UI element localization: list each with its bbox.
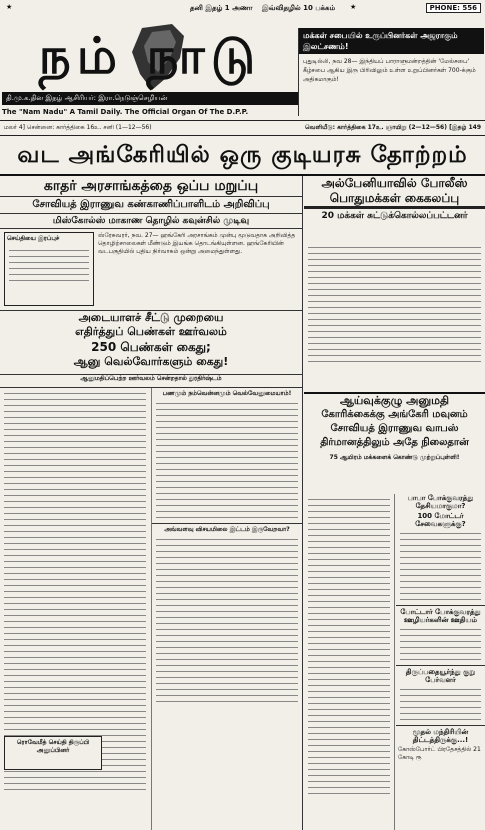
left-subheadline-3: மிஸ்கோல்ஸ் மாகாண தொழில் கவுன்சில் முடிவு [0, 214, 302, 229]
left-column [0, 176, 303, 830]
albania-body [304, 242, 485, 392]
left-subheadline-1: காதர் அரசாங்கத்தை ஒப்ப மறுப்பு [0, 176, 302, 197]
inquiry-story [304, 392, 485, 492]
pages-label: இவ்விதழில் 10 பக்கம் [262, 4, 336, 12]
inquiry-heading-1: ஆய்வுக்குழு அனுமதி [339, 394, 450, 407]
albania-story [304, 176, 485, 242]
transport-question: பாபா போக்குவரத்து தேசியமாகுமா? [407, 494, 474, 510]
cm-plan-heading: மூதல் மந்திரியின் திட்டத்திருக்கு...! [396, 725, 485, 744]
wage-heading: போட்டார் போக்குவரத்து ஊழியர்களின் ஊதியம் [396, 605, 485, 624]
star-icon: ★ [350, 3, 357, 11]
promo-box [298, 28, 484, 116]
price-label: தனி இதழ் 1 அணா [190, 4, 253, 12]
women-heading-4: ஆனு வெல்வோர்களும் கைது! [73, 355, 229, 368]
dateline-left: மலர் 4] சென்னை: கார்த்திகை 16உ. சனி (1—12—56) [4, 124, 152, 131]
left-body-text: ஸ்ரேசுவரர், நவ. 27— ஹங்கேரி அரசாங்கம் முன்பு மூடுவதாக அறிவித்த தொழிற்சாலைகள் மீண்டும் இயங்க தொடங்கியுள்ளன. ஹங்கேரியின் வடபகுதியில் புதிய நிர்வாகம் ஒன்று அமைந்துள்ளது. [98, 232, 296, 255]
star-icon: ★ [6, 3, 13, 11]
left-column-text-b [151, 388, 302, 830]
dateline-right: வெளியீடு: கார்த்திகை 17உ. ஞாயிறு (2—12—56) [இதழ் 149 [305, 124, 481, 131]
inquiry-body: 75 ஆயிரம் மக்களைக் கொண்டு முற்றுப்புள்ளி! [329, 454, 460, 461]
inquiry-heading-2: கோரிக்கைக்கு அங்கேரி மவுனம் [321, 409, 468, 420]
top-bar [0, 0, 485, 18]
albania-heading-2: பொதுமக்கள் கைகலப்பு [329, 191, 460, 205]
right-text-a [304, 494, 395, 830]
dateline [0, 120, 485, 136]
cm-plan-body: கோஸ்போர்ட் பிரதேசத்தில் 21 கோடி ரூ [398, 746, 481, 761]
main-headline: வட அங்கேரியில் ஒரு குடியரசு தோற்றம் [0, 136, 485, 176]
left-box-title: செய்தியை இரப்புச் [7, 235, 60, 242]
albania-heading-3: 20 மக்கள் சுட்டுக்கொல்லப்பட்டனர் [321, 211, 468, 221]
women-summary: ஆனுமதிப்பெற்ற ஊர்வலம் சென்றதால் துரதிர்ஷ்டம் [0, 374, 302, 388]
left-box [4, 232, 94, 306]
women-protest-heading [0, 310, 302, 373]
phone-number: PHONE: 556 [426, 3, 481, 13]
box-heading-4: ரொவேமீத் செய்தி திருப்பி அனுப்பினர் [16, 739, 90, 754]
women-heading-2: எதிர்த்துப் பெண்கள் ஊர்வலம் [75, 325, 227, 338]
inquiry-heading-3: சோவியத் இராணுவ வாபஸ் [330, 423, 459, 434]
right-text-b [396, 494, 485, 830]
masthead-subtitle-tamil: தி.மு.க.தின இதழ் ஆசிரியர்: இரா.நெடுஞ்செழியன் [2, 92, 298, 105]
right-column [304, 176, 485, 830]
inquiry-heading-4: திர்மானத்திலும் அதே நிலைதான் [320, 437, 469, 448]
women-heading-3: 250 பெண்கள் கைது; [91, 340, 211, 354]
left-small-box [4, 736, 102, 770]
women-heading-1: அடையாளச் சீட்டு முறையை [78, 311, 224, 324]
promo-headline: மக்கள் சபையில் உருப்பினர்கள் அஜராகும் இலட்சணம்! [299, 28, 484, 54]
albania-heading-1: அல்பேனியாவில் போலீஸ் [321, 176, 468, 190]
promo-body: புதுடில்லி, நவ 28— இந்தியப் பாராளுமன்றத்தின் 'மேல்சபை' கீழ்சபை ஆகிய இரு பிரிவிலும் உள்ள உறுப்பினர்கள் 700-க்கும் அதிகமாகும்! [303, 58, 476, 83]
box-heading-3: அவ்வளவு விசயமிலை இட்டம் இருவேறவா? [152, 523, 302, 534]
transport-heading: 100 மோட்டர் சேவைகளுக்கு? [415, 512, 466, 528]
masthead-title: நம் நாடு [38, 27, 262, 85]
left-subheadline-2: சோவியத் இராணுவ கண்காணிப்பாளிடம் அறிவிப்பு [0, 197, 302, 214]
masthead-subtitle-english: The "Nam Nadu" A Tamil Daily. The Official Organ Of The D.P.P. [2, 108, 249, 116]
box-heading-2: பணமும் நம்வென்னமும் வெல்வேனுமையாம்! [162, 390, 292, 397]
tirupati-heading: திருப்பதையூர்ந்து குறு பேர்வளர் [396, 665, 485, 684]
